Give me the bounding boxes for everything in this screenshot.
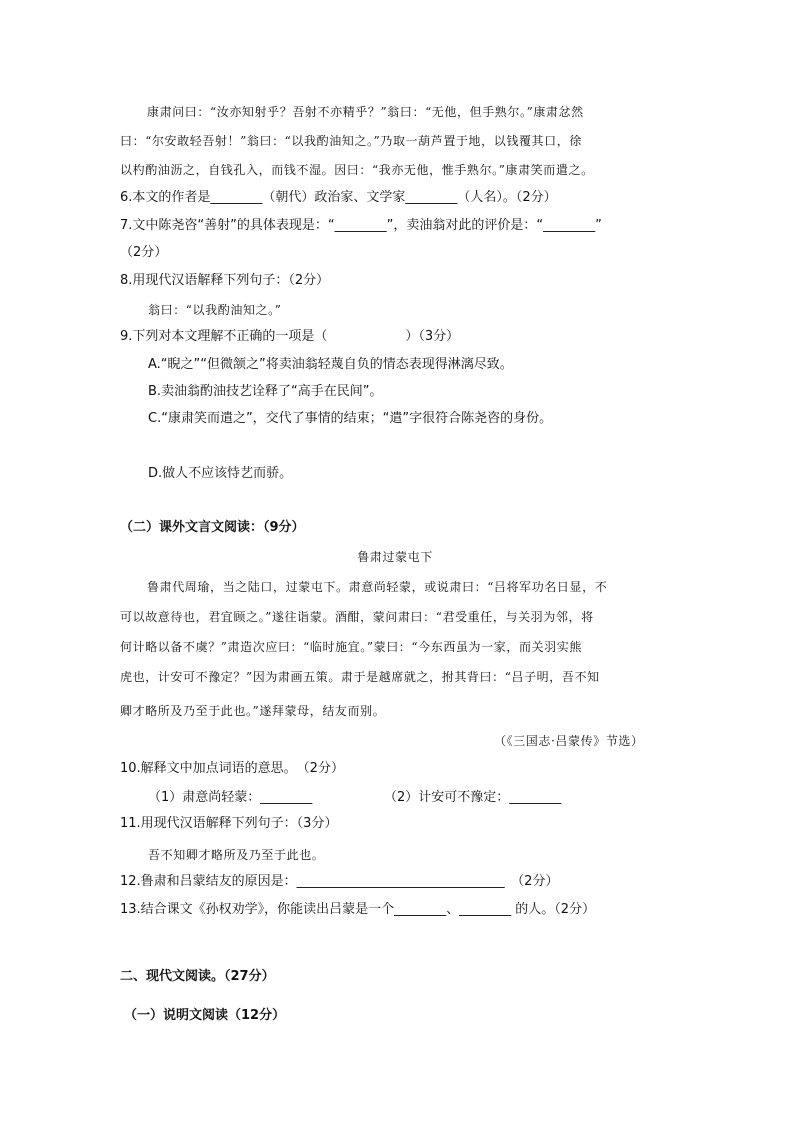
- passage1-line-1: 康肃问曰：“汝亦知射乎？吾射不亦精乎？”翁曰：“无他，但手熟尔。”康肃忿然: [147, 105, 584, 119]
- passage1-line-3: 以杓酌油沥之，自钱孔入，而钱不湿。因曰：“我亦无他，惟手熟尔。”康肃笑而遣之。: [120, 163, 594, 177]
- passage1-line-2: 曰：“尔安敢轻吾射！”翁曰：“以我酌油知之。”乃取一葫芦置于地，以钱覆其口，徐: [120, 134, 582, 148]
- question-7-line-1: 7.文中陈尧咨“善射”的具体表现是：“________”，卖油翁对此的评价是：“________”: [120, 218, 602, 233]
- passage2-title: 鲁肃过蒙屯下: [357, 550, 433, 564]
- question-9-option-c: C.“康肃笑而遣之”，交代了事情的结束；“遣”字很符合陈尧咨的身份。: [148, 411, 553, 426]
- question-11-sentence: 吾不知卿才略所及乃至于此也。: [148, 848, 325, 862]
- question-8-sentence: 翁曰：“以我酌油知之。”: [148, 303, 282, 317]
- question-7-line-2: （2分）: [120, 245, 168, 260]
- question-9-stem: 9.下列对本文理解不正确的一项是（ ）（3分）: [120, 329, 460, 344]
- part-2-heading: 二、现代文阅读。（27分）: [120, 969, 275, 984]
- question-10-item-1: （1）肃意尚轻蒙：________: [148, 790, 313, 805]
- question-13: 13.结合课文《孙权劝学》，你能读出吕蒙是一个________、________ 的人。（2分）: [120, 902, 596, 917]
- part-2-subheading: （一）说明文阅读（12分）: [124, 1008, 286, 1023]
- passage2-line-5: 卿才略所及乃至于此也。”遂拜蒙母，结友而别。: [120, 704, 386, 718]
- question-12: 12.鲁肃和吕蒙结友的原因是：________________________________ （2分）: [120, 874, 559, 889]
- passage2-line-1: 鲁肃代周瑜，当之陆口，过蒙屯下。肃意尚轻蒙，或说肃曰：“吕将军功名日显，不: [147, 580, 608, 594]
- section-2-heading: （二）课外文言文阅读：（9分）: [120, 520, 305, 535]
- question-9-option-b: B.卖油翁酌油技艺诠释了“高手在民间”。: [148, 384, 383, 399]
- passage2-source: （《三国志·吕蒙传》节选）: [494, 734, 644, 748]
- question-9-option-a: A.“睨之”“但微颔之”将卖油翁轻蔑自负的情态表现得淋漓尽致。: [148, 357, 513, 372]
- question-9-option-d: D.做人不应该恃艺而骄。: [148, 466, 293, 481]
- question-10-item-2: （2）计安可不豫定：________: [384, 790, 562, 805]
- question-6: 6.本文的作者是________（朝代）政治家、文学家________（人名）。（2分）: [120, 190, 557, 205]
- question-11-stem: 11.用现代汉语解释下列句子：（3分）: [120, 816, 338, 831]
- passage2-line-4: 虎也，计安可不豫定？”因为肃画五策。肃于是越席就之，拊其背曰：“吕子明，吾不知: [120, 670, 600, 684]
- passage2-line-2: 可以故意待也，君宜顾之。”遂往诣蒙。酒酣，蒙问肃曰：“君受重任，与关羽为邻，将: [120, 610, 594, 624]
- question-8-stem: 8.用现代汉语解释下列句子：（2分）: [120, 273, 330, 288]
- passage2-line-3: 何计略以备不虞？”肃造次应曰：“临时施宜。”蒙曰：“今东西虽为一家，而关羽实熊: [120, 640, 582, 654]
- question-10-stem: 10.解释文中加点词语的意思。 （2分）: [120, 761, 344, 776]
